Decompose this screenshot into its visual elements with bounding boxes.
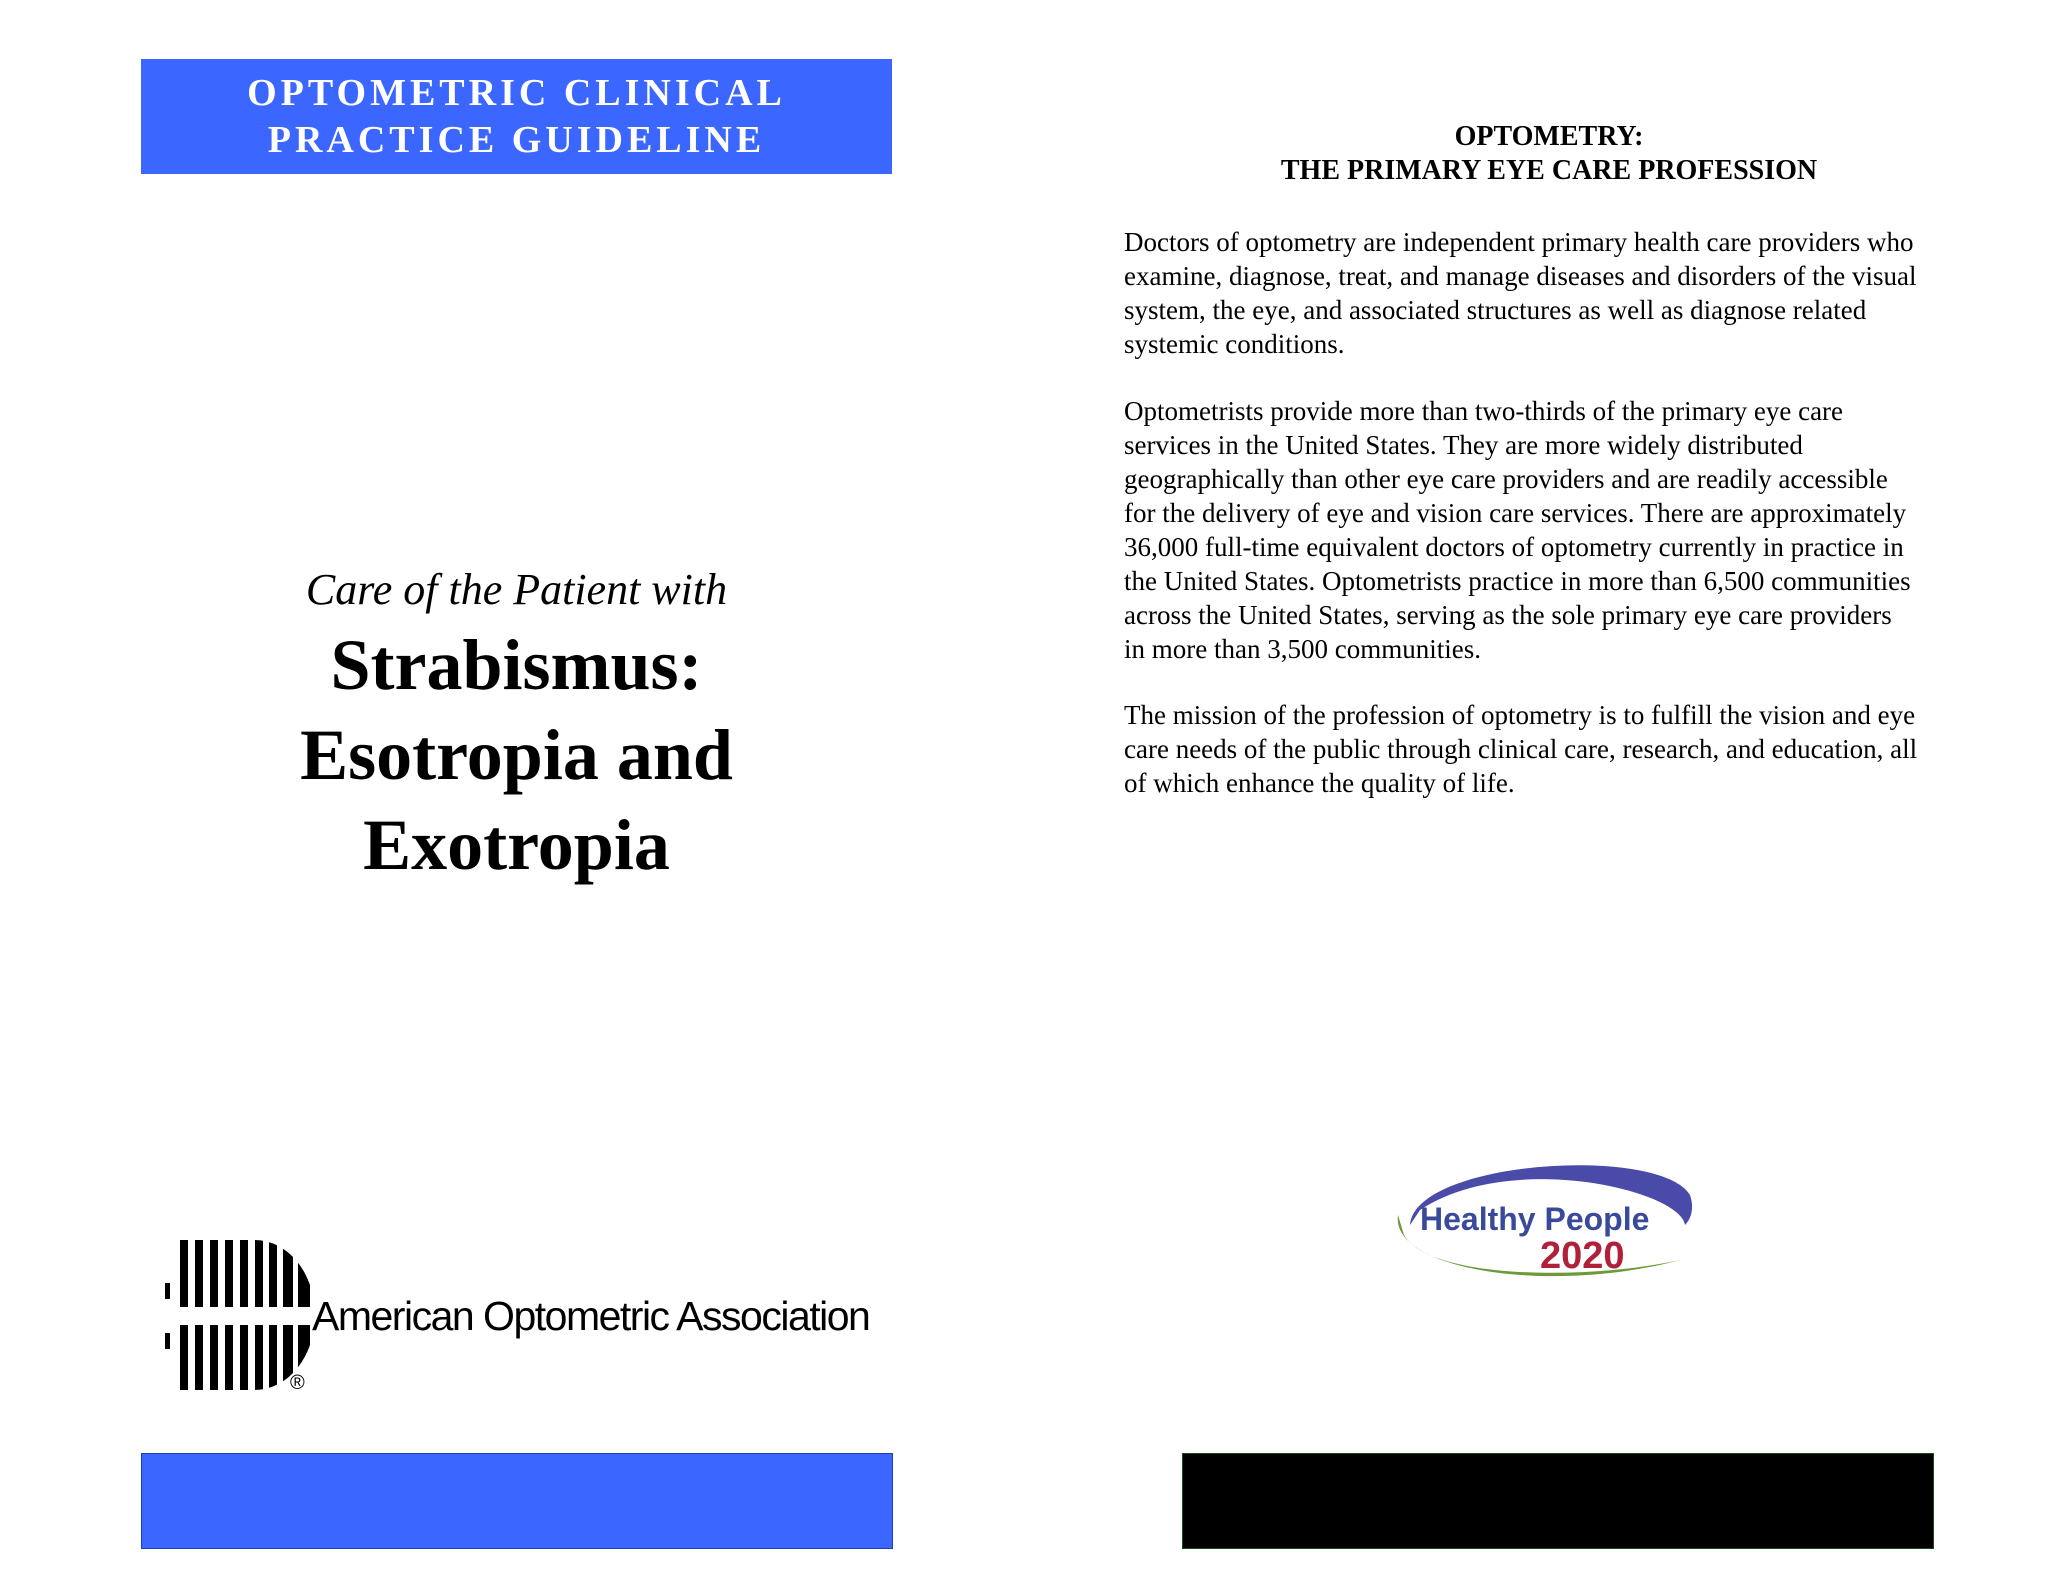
document-title (141, 620, 892, 890)
banner-line-1: OPTOMETRIC CLINICAL (247, 71, 786, 114)
logo-text-bottom: 2020 (1540, 1235, 1625, 1277)
right-bottom-bar (1182, 1453, 1934, 1549)
heading-line-2: THE PRIMARY EYE CARE PROFESSION (1280, 155, 1818, 186)
paragraph-line: system, the eye, and associated structures as well as diagnose related (1124, 295, 1867, 325)
paragraph-line: for the delivery of eye and vision care services. There are approximately (1124, 498, 1907, 528)
paragraph-line: systemic conditions. (1124, 329, 1345, 359)
paragraph-line: 36,000 full-time equivalent doctors of optometry currently in practice in (1124, 532, 1904, 562)
paragraph-line: Doctors of optometry are independent primary health care providers who (1124, 227, 1914, 257)
aoa-logo-icon (160, 1238, 310, 1396)
paragraph-line: care needs of the public through clinical care, research, and education, all (1124, 734, 1918, 764)
guideline-banner (141, 59, 892, 174)
healthy-people-logo-icon (1390, 1140, 1700, 1300)
banner-line-2: PRACTICE GUIDELINE (267, 118, 766, 161)
subtitle: Care of the Patient with (305, 565, 728, 614)
paragraph-optometrists (1124, 394, 1984, 666)
paragraph-line: Optometrists provide more than two-thirds of the primary eye care (1124, 396, 1844, 426)
title-line-2: Esotropia and (300, 715, 733, 795)
paragraph-line: across the United States, serving as the sole primary eye care providers (1124, 600, 1892, 630)
title-line-3: Exotropia (363, 805, 670, 885)
registered-mark: ® (290, 1372, 305, 1394)
paragraph-doctors (1124, 225, 1984, 361)
paragraph-line: of which enhance the quality of life. (1124, 768, 1515, 798)
paragraph-line: the United States. Optometrists practice in more than 6,500 communities (1124, 566, 1911, 596)
paragraph-line: The mission of the profession of optometry is to fulfill the vision and eye (1124, 700, 1916, 730)
paragraph-line: examine, diagnose, treat, and manage diseases and disorders of the visual (1124, 261, 1917, 291)
logo-text-top: Healthy People (1420, 1201, 1650, 1237)
paragraph-mission (1124, 698, 1984, 800)
paragraph-line: in more than 3,500 communities. (1124, 634, 1481, 664)
paragraph-line: geographically than other eye care providers and are readily accessible (1124, 464, 1888, 494)
aoa-org-name: American Optometric Association (312, 1293, 870, 1339)
profession-heading (1124, 120, 1974, 188)
heading-line-1: OPTOMETRY: (1454, 121, 1644, 152)
left-bottom-bar (141, 1453, 893, 1549)
title-line-1: Strabismus: (330, 625, 703, 705)
paragraph-line: services in the United States. They are more widely distributed (1124, 430, 1803, 460)
